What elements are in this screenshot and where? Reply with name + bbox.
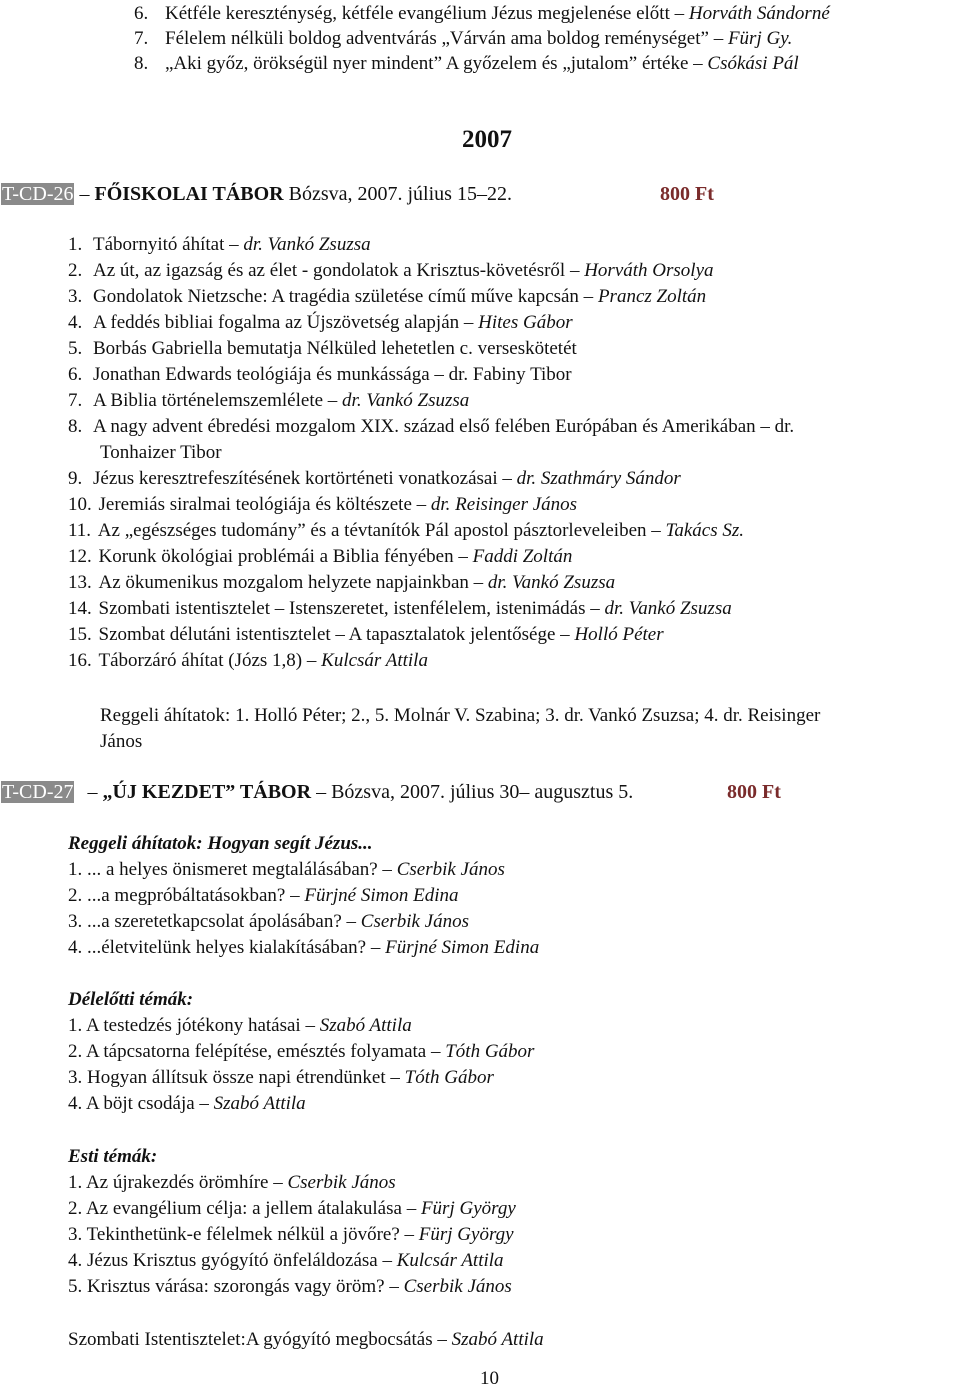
list-item: 6. Jonathan Edwards teológiája és munkássága – dr. Fabiny Tibor	[68, 364, 572, 385]
list-item: 4. ...életvitelünk helyes kialakításában? – Fürjné Simon Edina	[68, 937, 540, 958]
list-item: 1. Tábornyitó áhítat – dr. Vankó Zsuzsa	[68, 234, 371, 255]
list-item: 3. Tekinthetünk-e félelmek nélkül a jövőre? – Fürj György	[68, 1224, 514, 1245]
cd27-header: T-CD-27 – „ÚJ KEZDET” TÁBOR – Bózsva, 2007. július 30– augusztus 5.	[2, 781, 634, 803]
list-item: 3. ...a szeretetkapcsolat ápolásában? – Cserbik János	[68, 911, 469, 932]
year-heading: 2007	[462, 126, 512, 153]
list-item: 2. Az út, az igazság és az élet - gondolatok a Krisztus-követésről – Horváth Orsolya	[68, 260, 714, 281]
cd27-name: „ÚJ KEZDET” TÁBOR	[102, 781, 312, 803]
list-item: 1. ... a helyes önismeret megtalálásában? – Cserbik János	[68, 859, 505, 880]
section-heading: Délelőtti témák:	[68, 989, 194, 1010]
top-item: 6. Kétféle kereszténység, kétféle evangélium Jézus megjelenése előtt – Horváth Sándorné	[134, 3, 830, 24]
section-heading: Esti témák:	[68, 1146, 158, 1167]
top-item: 7. Félelem nélküli boldog adventvárás „Várván ama boldog reménységet” – Fürj Gy.	[134, 28, 793, 49]
list-item: 3. Gondolatok Nietzsche: A tragédia születése című műve kapcsán – Prancz Zoltán	[68, 286, 707, 307]
list-item: 2. A tápcsatorna felépítése, emésztés folyamata – Tóth Gábor	[68, 1041, 535, 1062]
section-heading: Reggeli áhítatok: Hogyan segít Jézus...	[68, 833, 373, 854]
list-item-continuation: Tonhaizer Tibor	[100, 442, 222, 463]
cd26-header: T-CD-26 – FŐISKOLAI TÁBOR Bózsva, 2007. július 15–22.	[2, 183, 512, 205]
cd27-code: T-CD-27	[2, 781, 74, 803]
saturday-service: Szombati Istentisztelet:A gyógyító megbocsátás – Szabó Attila	[68, 1329, 544, 1350]
list-item: 7. A Biblia történelemszemlélete – dr. Vankó Zsuzsa	[68, 390, 470, 411]
list-item: 9. Jézus keresztrefeszítésének kortörténeti vonatkozásai – dr. Szathmáry Sándor	[68, 468, 681, 489]
cd26-morning-devotions: Reggeli áhítatok: 1. Holló Péter; 2., 5. Molnár V. Szabina; 3. dr. Vankó Zsuzsa; 4. dr. Reisinger	[100, 705, 821, 726]
list-item: 12. Korunk ökológiai problémái a Biblia fényében – Faddi Zoltán	[68, 546, 573, 567]
list-item: 4. A böjt csodája – Szabó Attila	[68, 1093, 306, 1114]
list-item: 2. Az evangélium célja: a jellem átalakulása – Fürj György	[68, 1198, 516, 1219]
list-item: 10. Jeremiás siralmai teológiája és költészete – dr. Reisinger János	[68, 494, 578, 515]
list-item: 1. Az újrakezdés örömhíre – Cserbik János	[68, 1172, 396, 1193]
list-item: 4. A feddés bibliai fogalma az Újszövetség alapján – Hites Gábor	[68, 312, 573, 333]
list-item: 13. Az ökumenikus mozgalom helyzete napjainkban – dr. Vankó Zsuzsa	[68, 572, 616, 593]
list-item: 11. Az „egészséges tudomány” és a tévtanítók Pál apostol pásztorleveleiben – Takács Sz.	[68, 520, 744, 541]
list-item: 4. Jézus Krisztus gyógyító önfeláldozása – Kulcsár Attila	[68, 1250, 504, 1271]
top-item: 8. „Aki győz, örökségül nyer mindent” A győzelem és „jutalom” értéke – Csókási Pál	[134, 53, 799, 74]
list-item: 8. A nagy advent ébredési mozgalom XIX. század első felében Európában és Amerikában – dr.	[68, 416, 795, 437]
list-item: 16. Táborzáró áhítat (Józs 1,8) – Kulcsár Attila	[68, 650, 428, 671]
list-item: 3. Hogyan állítsuk össze napi étrendünket – Tóth Gábor	[68, 1067, 494, 1088]
cd26-morning-devotions-cont: János	[100, 731, 143, 752]
list-item: 1. A testedzés jótékony hatásai – Szabó Attila	[68, 1015, 412, 1036]
list-item: 5. Borbás Gabriella bemutatja Nélküled lehetetlen c. verseskötetét	[68, 338, 577, 359]
cd26-code: T-CD-26	[2, 183, 74, 205]
list-item: 2. ...a megpróbáltatásokban? – Fürjné Simon Edina	[68, 885, 459, 906]
cd26-price: 800 Ft	[660, 183, 714, 205]
cd27-price: 800 Ft	[727, 781, 781, 803]
list-item: 15. Szombat délutáni istentisztelet – A tapasztalatok jelentősége – Holló Péter	[68, 624, 664, 645]
list-item: 14. Szombati istentisztelet – Istenszeretet, istenfélelem, istenimádás – dr. Vankó Zsuzsa	[68, 598, 732, 619]
cd26-name: FŐISKOLAI TÁBOR	[94, 183, 284, 205]
list-item: 5. Krisztus várása: szorongás vagy öröm? – Cserbik János	[68, 1276, 512, 1297]
page-number: 10	[480, 1368, 499, 1389]
